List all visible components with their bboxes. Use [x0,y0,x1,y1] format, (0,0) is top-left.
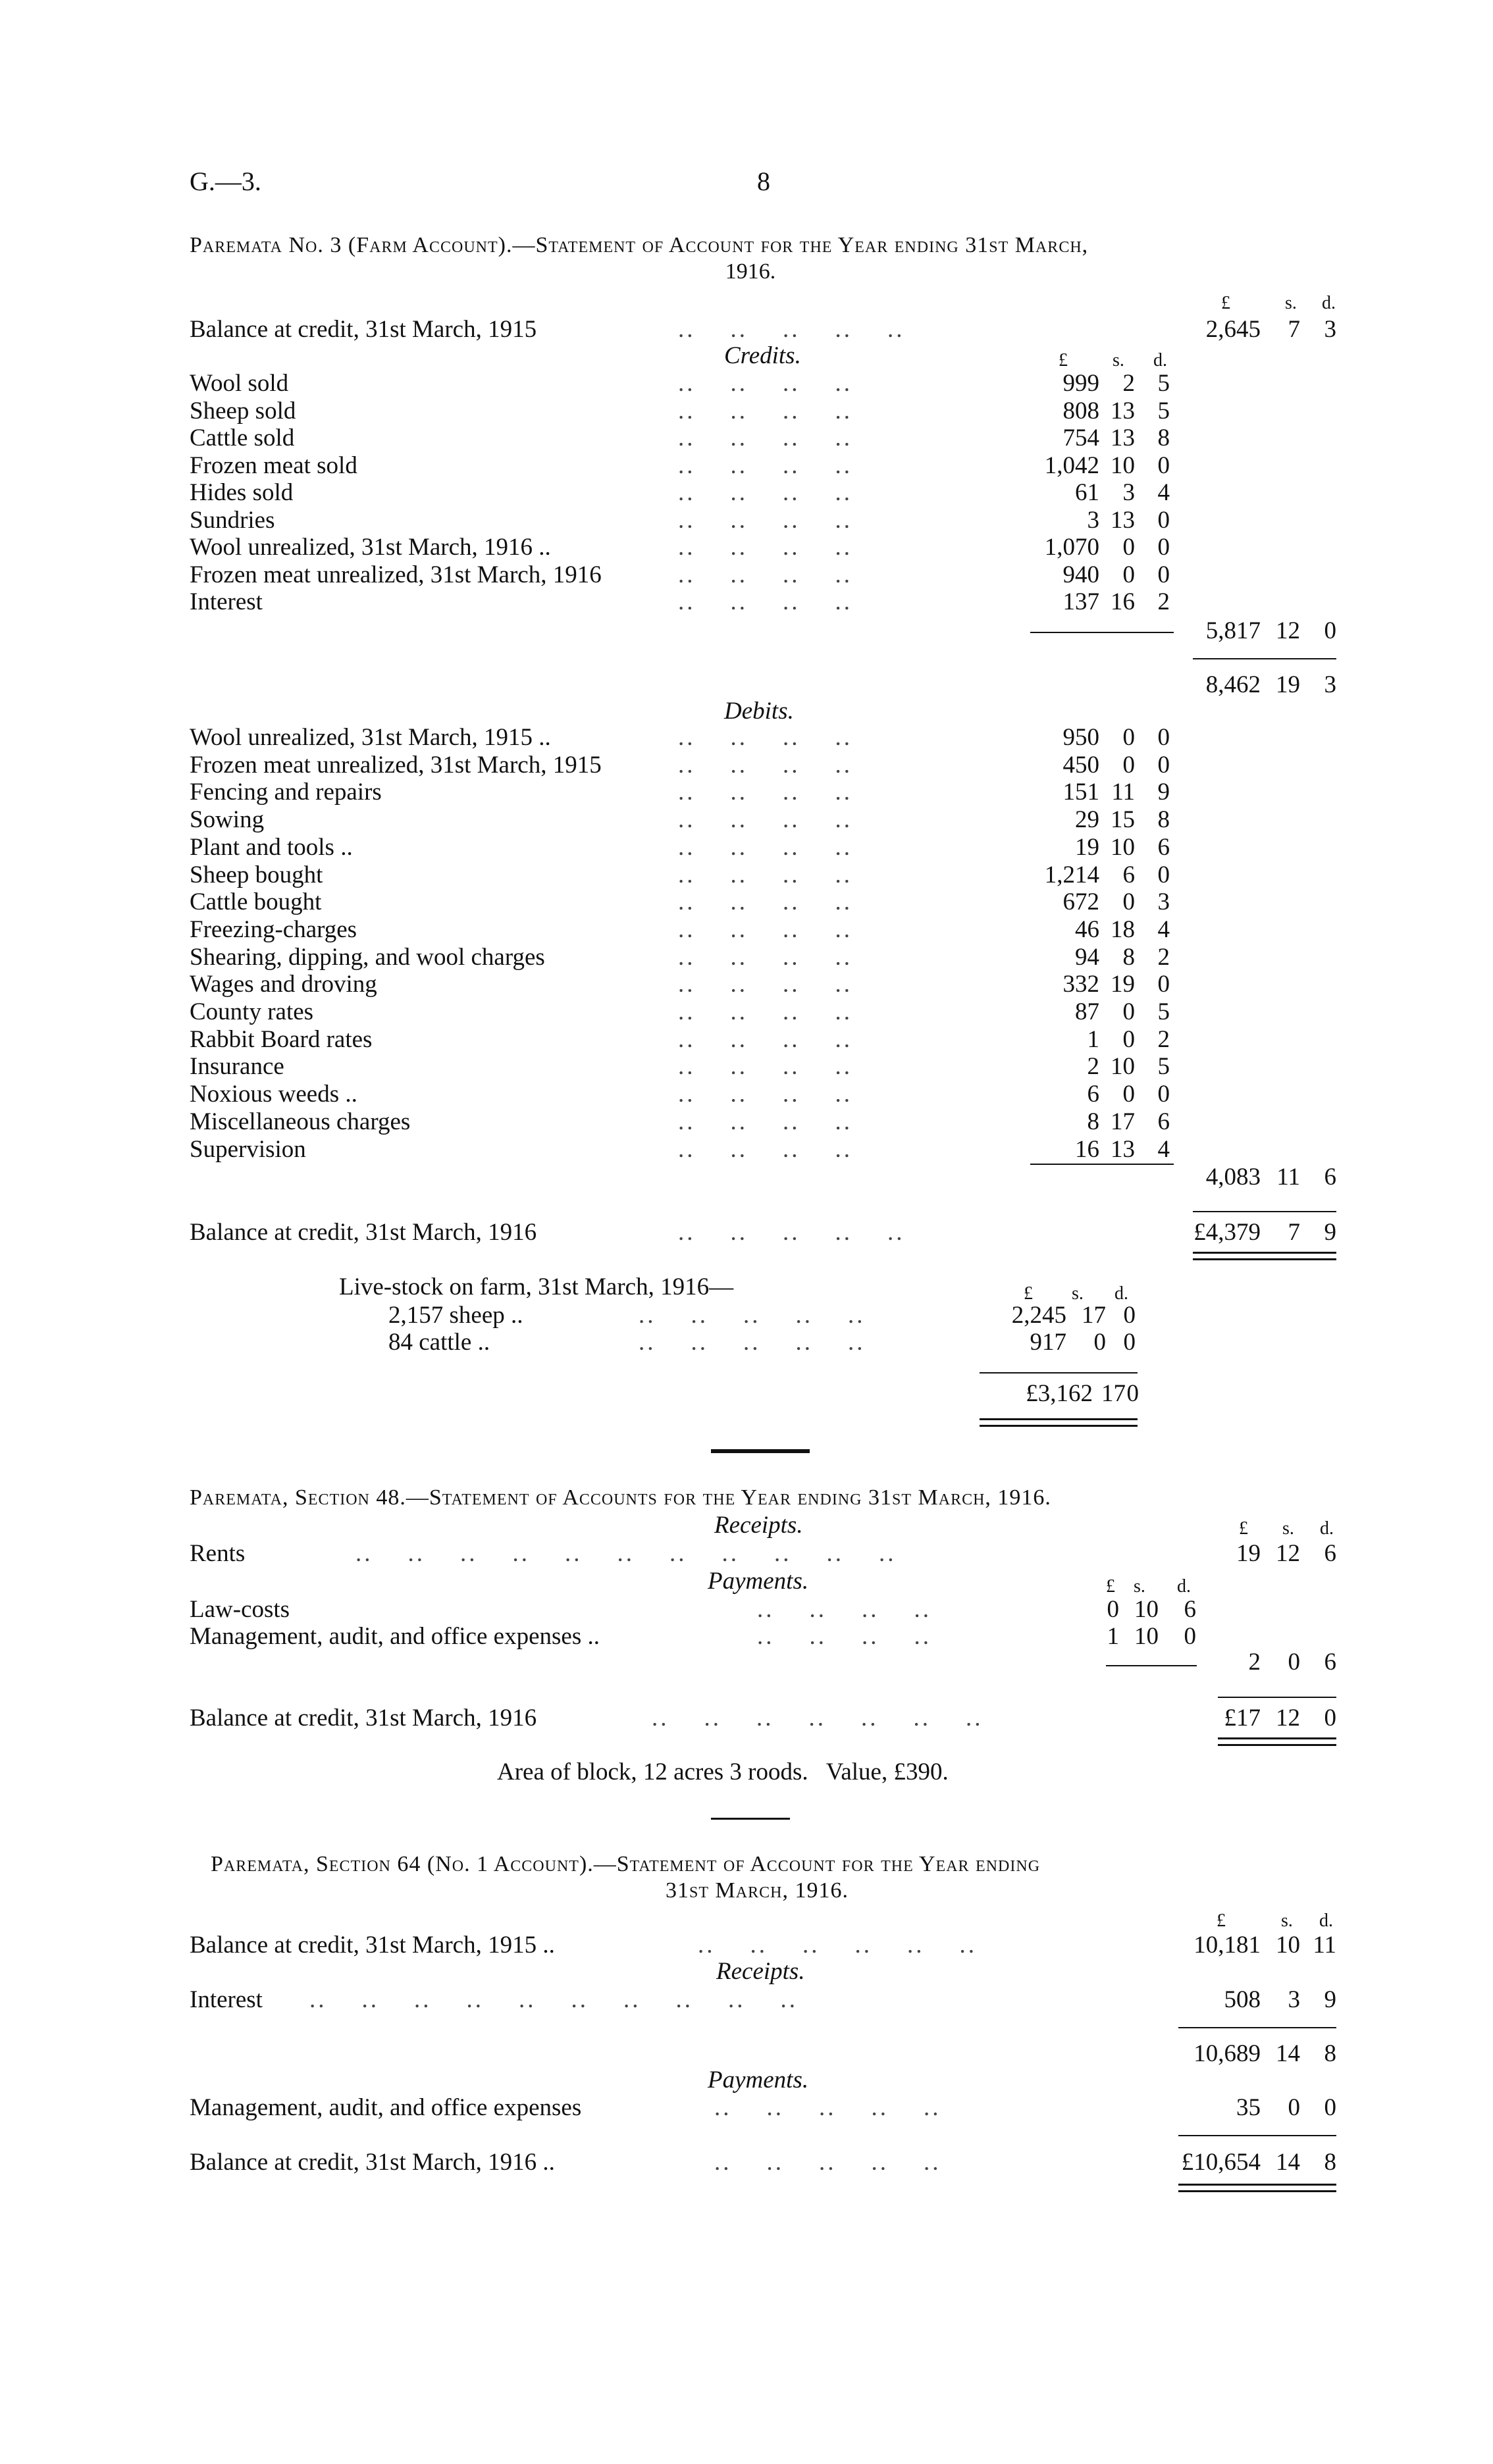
credits-total-shillings: 12 [1276,617,1300,644]
grand-total-pence: 3 [1324,671,1336,698]
sec64-title-line1: Paremata, Section 64 (No. 1 Account).—Statement of Account for the Year ending [211,1852,1041,1876]
sec48-sub-head-pounds: £ [1106,1576,1115,1597]
row-pounds: 2,245 [1011,1302,1066,1329]
leader-dots: .. .. .. .. [678,1025,852,1053]
row-label: Frozen meat sold [190,451,357,479]
row-pence: 6 [1157,1108,1170,1135]
row-label: Frozen meat unrealized, 31st March, 1915 [190,751,602,779]
sec64-double-rule-2 [1178,2190,1336,2192]
leader-dots: .. .. .. .. [678,424,852,451]
row-shillings: 10 [1111,1053,1135,1081]
farm-closing-shillings: 7 [1288,1219,1300,1246]
sec64-closing-shillings: 14 [1276,2149,1300,2176]
leader-dots: .. .. .. .. [678,915,852,943]
row-pence: 2 [1157,588,1170,615]
livestock-head-pence: d. [1114,1283,1128,1304]
row-pence: 4 [1157,479,1170,506]
row-label: Wool sold [190,370,289,397]
sec48-rents-pence: 6 [1324,1540,1336,1567]
row-pounds: 46 [1075,915,1099,943]
farm-opening-pence: 3 [1324,316,1336,343]
row-pounds: 1,042 [1044,451,1099,479]
leader-dots: .. .. .. .. .. [639,1302,866,1329]
row-shillings: 11 [1111,779,1135,806]
row-shillings: 13 [1111,424,1135,451]
section-separator [711,1818,790,1820]
row-pounds: 61 [1075,479,1099,506]
sec64-opening-pounds: 10,181 [1193,1932,1261,1959]
closing-top-rule [1193,1211,1336,1212]
row-shillings: 13 [1111,506,1135,534]
row-label: Wages and droving [190,971,377,998]
sec48-head-pence: d. [1320,1518,1334,1539]
row-label: Sowing [190,806,265,834]
sec64-interest-label: Interest [190,1986,263,2013]
sec64-opening-label: Balance at credit, 31st March, 1915 .. [190,1932,555,1959]
col-head-shillings: s. [1285,293,1297,313]
sec48-head-shillings: s. [1282,1518,1294,1539]
livestock-total-rule [980,1372,1138,1373]
row-shillings: 6 [1122,861,1135,888]
row-pounds: 94 [1075,943,1099,971]
sec48-closing-label: Balance at credit, 31st March, 1916 [190,1705,537,1732]
debits-total-pence: 6 [1324,1164,1336,1191]
leader-dots: .. .. .. .. [678,506,852,534]
row-pence: 9 [1157,779,1170,806]
row-pounds: 16 [1075,1135,1099,1163]
row-pence: 0 [1157,971,1170,998]
sec64-management-pence: 0 [1324,2094,1336,2121]
row-pence: 0 [1123,1329,1136,1356]
row-pence: 0 [1157,751,1170,779]
sec64-opening-shillings: 10 [1276,1932,1300,1959]
row-pence: 4 [1157,1135,1170,1163]
row-shillings: 10 [1134,1596,1159,1623]
sec48-closing-pounds: £17 [1224,1705,1261,1732]
leader-dots: .. .. .. .. [678,724,852,751]
livestock-head-shillings: s. [1072,1283,1084,1304]
row-shillings: 10 [1111,451,1135,479]
row-shillings: 0 [1122,751,1135,779]
sec48-double-rule-1 [1218,1737,1336,1739]
row-shillings: 17 [1082,1302,1106,1329]
sec64-closing-top-rule [1178,2135,1336,2136]
sec48-closing-shillings: 12 [1276,1705,1300,1732]
page-number: 8 [757,167,770,196]
leader-dots: .. .. .. .. .. .. .. [652,1705,983,1732]
row-pence: 5 [1157,998,1170,1025]
leader-dots: .. .. .. .. [678,943,852,971]
row-pounds: 2 [1087,1053,1099,1081]
sec48-area-note: Area of block, 12 acres 3 roods. Value, £390. [497,1758,949,1785]
leader-dots: .. .. .. .. [678,1053,852,1081]
row-label: Miscellaneous charges [190,1108,411,1135]
row-pounds: 450 [1062,751,1099,779]
row-pence: 6 [1184,1596,1196,1623]
sec64-total-shillings: 14 [1276,2040,1300,2067]
credits-subtotal-rule [1030,632,1174,633]
farm-closing-pounds: £4,379 [1193,1219,1261,1246]
row-label: Noxious weeds .. [190,1081,357,1108]
row-shillings: 0 [1122,561,1135,588]
sec64-total-pence: 8 [1324,2040,1336,2067]
row-label: County rates [190,998,314,1025]
row-pounds: 6 [1087,1081,1099,1108]
leader-dots: .. .. .. .. [678,888,852,916]
row-label: Cattle bought [190,888,322,916]
row-label: Law-costs [190,1596,290,1623]
livestock-title: Live-stock on farm, 31st March, 1916— [339,1273,734,1300]
row-label: Supervision [190,1135,306,1163]
row-label: Sheep sold [190,397,296,424]
row-shillings: 15 [1111,806,1135,834]
row-pounds: 1 [1087,1025,1099,1053]
row-pounds: 29 [1075,806,1099,834]
row-pounds: 672 [1062,888,1099,916]
leader-dots: .. .. .. .. .. .. [698,1932,977,1959]
row-pounds: 999 [1062,370,1099,397]
row-label: 84 cattle .. [388,1329,490,1356]
row-shillings: 0 [1122,1025,1135,1053]
row-shillings: 0 [1122,534,1135,561]
farm-opening-label: Balance at credit, 31st March, 1915 [190,316,537,343]
row-label: Frozen meat unrealized, 31st March, 1916 [190,561,602,588]
row-pence: 3 [1157,888,1170,916]
sec64-receipts-label: Receipts. [716,1958,805,1985]
row-pence: 5 [1157,397,1170,424]
sec64-title-line2: 31st March, 1916. [666,1878,849,1903]
row-shillings: 13 [1111,1135,1135,1163]
sec48-closing-pence: 0 [1324,1705,1336,1732]
livestock-total-pounds: £3,162 [1026,1380,1093,1407]
leader-dots: .. .. .. .. [678,861,852,888]
row-pounds: 8 [1087,1108,1099,1135]
row-pounds: 3 [1087,506,1099,534]
sec64-management-pounds: 35 [1236,2094,1261,2121]
row-label: Insurance [190,1053,284,1081]
grand-total-shillings: 19 [1276,671,1300,698]
row-pence: 8 [1157,424,1170,451]
sec64-closing-pounds: £10,654 [1181,2149,1261,2176]
row-shillings: 16 [1111,588,1135,615]
leader-dots: .. .. .. .. [678,561,852,588]
farm-opening-shillings: 7 [1288,316,1300,343]
row-pence: 0 [1184,1623,1196,1650]
row-pounds: 19 [1075,833,1099,861]
sec64-management-shillings: 0 [1288,2094,1300,2121]
closing-double-rule-2 [1193,1258,1336,1260]
sec48-rents-pounds: 19 [1236,1540,1261,1567]
leader-dots: .. .. .. .. [678,833,852,861]
row-label: Cattle sold [190,424,295,451]
leader-dots: .. .. .. .. [678,370,852,397]
row-label: 2,157 sheep .. [388,1302,523,1329]
farm-closing-pence: 9 [1324,1219,1336,1246]
row-pence: 4 [1157,915,1170,943]
leader-dots: .. .. .. .. [678,1108,852,1135]
row-pence: 6 [1157,833,1170,861]
row-pounds: 137 [1062,588,1099,615]
sec64-total-pounds: 10,689 [1193,2040,1261,2067]
sec64-interest-shillings: 3 [1288,1986,1300,2013]
livestock-head-pounds: £ [1024,1283,1033,1304]
leader-dots: .. .. .. .. [678,534,852,561]
row-pounds: 1,070 [1044,534,1099,561]
farm-title-line2: 1916. [725,259,776,284]
farm-title-line1: Paremata No. 3 (Farm Account).—Statement of Account for the Year ending 31st March, [190,233,1089,257]
row-shillings: 0 [1122,998,1135,1025]
leader-dots: .. .. .. .. [678,751,852,779]
leader-dots: .. .. .. .. .. [639,1329,866,1356]
row-pence: 0 [1157,534,1170,561]
row-label: Hides sold [190,479,294,506]
row-label: Freezing-charges [190,915,357,943]
row-shillings: 10 [1111,833,1135,861]
sec64-total-rule [1178,2027,1336,2028]
row-pence: 0 [1123,1302,1136,1329]
row-pounds: 0 [1107,1596,1119,1623]
sec48-head-pounds: £ [1239,1518,1248,1539]
leader-dots: .. .. .. .. [678,451,852,479]
sec64-head-pounds: £ [1217,1911,1226,1931]
row-pence: 5 [1157,1053,1170,1081]
leader-dots: .. .. .. .. [678,397,852,424]
row-shillings: 13 [1111,397,1135,424]
row-pounds: 808 [1062,397,1099,424]
leader-dots: .. .. .. .. [678,588,852,615]
sec48-rents-shillings: 12 [1276,1540,1300,1567]
row-label: Wool unrealized, 31st March, 1916 .. [190,534,551,561]
leader-dots: .. .. .. .. [757,1596,931,1623]
sub-head-pence: d. [1153,350,1167,371]
sec64-double-rule-1 [1178,2184,1336,2186]
sec48-title: Paremata, Section 48.—Statement of Accounts for the Year ending 31st March, 1916. [190,1485,1051,1510]
sec64-payments-label: Payments. [708,2066,809,2093]
row-pounds: 917 [1030,1329,1066,1356]
leader-dots: .. .. .. .. [757,1623,931,1650]
row-label: Management, audit, and office expenses .. [190,1623,600,1650]
row-pounds: 332 [1062,971,1099,998]
row-pounds: 950 [1062,724,1099,751]
row-label: Plant and tools .. [190,833,353,861]
sub-head-shillings: s. [1113,350,1124,371]
sec64-interest-pounds: 508 [1224,1986,1261,2013]
row-pence: 0 [1157,1081,1170,1108]
sec48-receipts-label: Receipts. [714,1512,803,1539]
row-label: Wool unrealized, 31st March, 1915 .. [190,724,551,751]
sec48-rents-label: Rents [190,1540,246,1567]
sec64-management-label: Management, audit, and office expenses [190,2094,582,2121]
row-pence: 0 [1157,451,1170,479]
row-label: Rabbit Board rates [190,1025,373,1053]
leader-dots: .. .. .. .. .. [714,2094,941,2121]
sec64-closing-label: Balance at credit, 31st March, 1916 .. [190,2149,555,2176]
farm-closing-label: Balance at credit, 31st March, 1916 [190,1219,537,1246]
row-pence: 0 [1157,561,1170,588]
row-pounds: 1 [1107,1623,1119,1650]
grand-total-rule [1193,658,1336,659]
sec48-payments-total-shillings: 0 [1288,1649,1300,1676]
leader-dots: .. .. .. .. [678,779,852,806]
sec64-opening-pence: 11 [1313,1932,1336,1959]
leader-dots: .. .. .. .. [678,1135,852,1163]
row-shillings: 0 [1122,888,1135,916]
row-pence: 2 [1157,943,1170,971]
debits-total-pounds: 4,083 [1205,1164,1261,1191]
row-pounds: 940 [1062,561,1099,588]
row-shillings: 2 [1122,370,1135,397]
livestock-total-shillings: 17 [1101,1380,1126,1407]
grand-total-pounds: 8,462 [1205,671,1261,698]
debits-total-shillings: 11 [1276,1164,1300,1191]
row-shillings: 8 [1122,943,1135,971]
sec64-interest-pence: 9 [1324,1986,1336,2013]
credits-total-pence: 0 [1324,617,1336,644]
livestock-total-pence: 0 [1126,1380,1139,1407]
row-shillings: 0 [1122,1081,1135,1108]
leader-dots: .. .. .. .. [678,971,852,998]
sec64-closing-pence: 8 [1324,2149,1336,2176]
row-shillings: 19 [1111,971,1135,998]
row-pence: 0 [1157,861,1170,888]
row-pence: 0 [1157,724,1170,751]
livestock-double-rule-1 [980,1418,1138,1420]
col-head-pounds: £ [1221,293,1230,313]
col-head-pence: d. [1322,293,1336,313]
row-shillings: 17 [1111,1108,1135,1135]
leader-dots: .. .. .. .. .. [714,2149,941,2176]
sub-head-pounds: £ [1059,350,1068,371]
leader-dots: .. .. .. .. [678,1081,852,1108]
debits-label: Debits. [724,698,794,725]
row-shillings: 10 [1134,1623,1159,1650]
credits-total-pounds: 5,817 [1205,617,1261,644]
closing-double-rule-1 [1193,1252,1336,1254]
sec48-payments-label: Payments. [708,1568,809,1595]
row-label: Fencing and repairs [190,779,382,806]
row-pence: 5 [1157,370,1170,397]
leader-dots: .. .. .. .. [678,806,852,834]
row-shillings: 0 [1122,724,1135,751]
leader-dots: .. .. .. .. .. .. .. .. .. .. [309,1986,798,2013]
section-separator [711,1449,810,1453]
row-pounds: 1,214 [1044,861,1099,888]
sec64-head-shillings: s. [1281,1911,1293,1931]
row-pounds: 754 [1062,424,1099,451]
row-pounds: 151 [1062,779,1099,806]
sec48-sub-head-pence: d. [1177,1576,1191,1597]
sec48-payments-rule [1106,1665,1197,1666]
row-shillings: 3 [1122,479,1135,506]
leader-dots: .. .. .. .. .. .. .. .. .. .. .. [355,1540,897,1567]
row-label: Shearing, dipping, and wool charges [190,943,545,971]
row-pence: 8 [1157,806,1170,834]
livestock-double-rule-2 [980,1425,1138,1427]
sec48-payments-total-pence: 6 [1324,1649,1336,1676]
row-pence: 0 [1157,506,1170,534]
sec48-payments-total-pounds: 2 [1248,1649,1261,1676]
sec64-head-pence: d. [1319,1911,1333,1931]
row-shillings: 0 [1093,1329,1106,1356]
row-label: Sheep bought [190,861,323,888]
row-pounds: 87 [1075,998,1099,1025]
farm-opening-pounds: 2,645 [1205,316,1261,343]
credits-label: Credits. [724,342,801,369]
sec48-closing-top-rule [1218,1697,1336,1698]
page-reference: G.—3. [190,167,261,196]
row-pence: 2 [1157,1025,1170,1053]
leader-dots: .. .. .. .. [678,998,852,1025]
debits-subtotal-rule [1030,1164,1174,1165]
leader-dots: .. .. .. .. .. [678,316,905,343]
row-label: Sundries [190,506,275,534]
leader-dots: .. .. .. .. .. [678,1219,905,1246]
row-label: Interest [190,588,263,615]
sec48-sub-head-shillings: s. [1134,1576,1145,1597]
row-shillings: 18 [1111,915,1135,943]
sec48-double-rule-2 [1218,1744,1336,1746]
leader-dots: .. .. .. .. [678,479,852,506]
